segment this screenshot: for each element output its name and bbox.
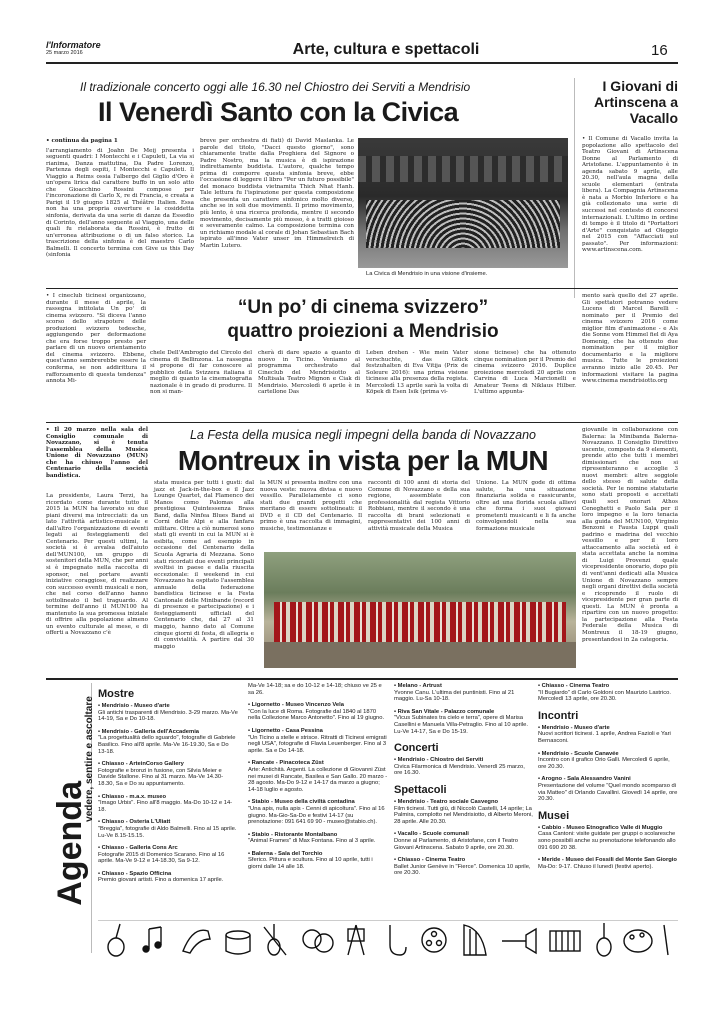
agenda-col4 [538, 683, 678, 876]
agenda-col3 [394, 683, 534, 883]
article3-col4: racconti di 100 anni di storia del Comune di Novazzano e della sua regione, assemblate con professionalità dal regista Vittorio Robbiani, mentre il secondo è una raccolta di brani selezionati e rappresentativi dei 100 anni di attività musicale della Musica [368, 480, 470, 532]
clarinet-icon [664, 925, 668, 955]
article3-col5: Unione. La MUN gode di ottima salute, ha una situazione finanziaria solida e rassicurante, oltre ad una florida scuola allievi che forma i suoi giovani prometenti musicanti e li fa anche coinvolgendoli nella sua formazione musicale [476, 480, 576, 532]
article2-col1: • I cineclub ticinesi organizzano, durante il mese di aprile, la rassegna intitolata Un po' di cinema svizzero. "Si diceva l'anno scorso dello strapotere delle produzioni svizzero tedesche, aggiungendo per deformazione che era forse troppo presto per parlare di un nuovo orientamento del cinema svizzero. Ebbene, quest'anno sembrerebbe essere la conferma, se non addirittura il rafforzamento di questa tendenza" annota Mi- [46, 293, 146, 385]
agenda-item-details: "Il Bugiardo" di Carlo Goldoni con Maurizio Lastrico. Mercoledì 13 aprile, ore 20.30. [538, 689, 671, 703]
guitar-icon [108, 924, 124, 956]
rule-2 [46, 422, 678, 423]
agenda-section-heading: Incontri [538, 709, 579, 722]
article3-col3: la MUN si presenta inoltre con una nuova veste: nuova divisa e nuovo vessillo. Parallelamente ci sono stati due grandi progetti che meritano di essere sottolineati: il DVD e il CD del Centenario. Il primo è una raccolta di immagini, musiche, testimonianze e [260, 480, 362, 532]
agenda-item-venue: • Chiasso - Spazio Officina [98, 870, 172, 877]
agenda-item-details: "Con la luce di Roma. Fotografie dal 1840 al 1870 nella Collezione Marco Antonetto". Fino al 19 giugno. [248, 708, 385, 722]
agenda-item-details: Casa Cantoni: visite guidate per gruppi o scolaresche sono possibili anche su prenotazione telefonando allo 091 690 20 38. [538, 831, 676, 851]
agenda-item-details: Civica Filarmonica di Mendrisio. Venerdì 25 marzo, ore 16.30. [394, 763, 525, 777]
agenda-item-details: "Breggia", fotografie di Aldo Balmelli. Fino al 15 aprile. Lu-Ve 8.15-15.15. [98, 825, 237, 839]
agenda-item-details: Gli antichi trasparenti di Mendrisio. 3-29 marzo. Ma-Ve 14-19, Sa e Do 10-18. [98, 709, 238, 723]
article1-kicker: Il tradizionale concerto oggi alle 16.30 nel Chiostro dei Serviti a Mendrisio [80, 80, 471, 94]
agenda-item-venue: • Arogno - Sala Alessandro Vanini [538, 776, 631, 783]
agenda-item-venue: • Chiasso - Cinema Teatro [538, 683, 610, 689]
agenda-item [394, 709, 534, 735]
agenda-item-details: "Un Ticino a stelle e strisce. Ritratti di Ticinesi emigrati negli USA", fotografie di Flavia Leuenberger. Fino al 3 aprile. Sa e Do 14-18. [248, 734, 387, 754]
agenda-section-heading: Musei [538, 809, 570, 822]
article2-title-line1: “Un po’ di cinema svizzero” [237, 297, 489, 318]
agenda-item-details: "Vicus Subinates tra cielo e terra", opere di Marisa Casellini e Manuela Villa-Petraglio. Fino al 10 aprile. Lu-Ve 14-17, Sa e Do 15-19. [394, 715, 528, 735]
horn-icon [183, 930, 210, 953]
cello-icon [597, 923, 611, 956]
article1-title: Il Venerdì Santo con la Civica [98, 97, 459, 127]
saxophone-icon [390, 925, 406, 955]
agenda-item [538, 725, 678, 745]
agenda-item [248, 851, 388, 871]
article1-col2: breve per orchestra di fiati) di David Maslanka. Le parole del titolo, "Dacci questo giorno", sono chiaramente tratte dalla Preghiera del Signore o Padre Nostro, ma la musica è di ispirazione indirettamente buddista. L'autore, qualche tempo prima di comporre questa sinfonia breve, ebbe l'occasione di leggere il libro "Per un futuro possibile" del monaco buddista vietnamita Thich Nhat Hanh. Tale lettura fu l'ispirazione per questa composizione che presenta un carattere sinfonico molto diverso, anche se in soli due movimenti. Il primo movimento, più lento, è una ricerca profonda, mentre il secondo movimento, decisamente più mosso, è a tratti gioioso e severamente calmo. La composizione termina con un richiamo modale al corale di Johan Sebastian Bach ispirato all'inno Vater unser im Himmelreich di Martin Lutero. [200, 138, 354, 249]
photo-band-members [274, 602, 566, 642]
agenda-item [248, 760, 388, 793]
agenda-item-details: Nuovi scrittori ticinesi. 1 aprile, Andrea Fazioli e Yari Bernasconi. [538, 731, 671, 744]
agenda-item-details: Donne al Parlamento, di Aristofane, con il Teatro Giovani Artinscena. Sabato 9 aprile, ore 20.30. [394, 837, 518, 851]
agenda-item [98, 703, 238, 723]
agenda-item [394, 857, 534, 877]
article3-lead: • Il 20 marzo nella sala del Consiglio comunale di Novazzano, si è tenuta l'assemblea della Musica Unione di Novazzano (MUN) che ha chiuso l'anno del Centenario della società bandistica. [46, 427, 148, 479]
agenda-item-venue: • Melano - Artrust [394, 683, 442, 689]
sidebar-divider [574, 78, 575, 298]
agenda-item-venue: • Ligornetto - Casa Pessina [248, 727, 323, 734]
page-number: 16 [651, 42, 668, 59]
continua-note: • continua da pagina 1 [46, 138, 118, 144]
agenda-item-details: Fotografie 2015 di Domenico Scarano. Fino al 16 aprile. Ma-Ve 9-12 e 14-18.30, Sa 9-12. [98, 851, 225, 865]
agenda-item-details: Fotografie e bronzi in fusione, con Silvia Meier e Davide Stallone. Fino al 31 marzo. Ma-Ve 14.30-18.30, Sa e Do su appuntamento. [98, 767, 224, 787]
rule-agenda [46, 678, 678, 680]
agenda-item [98, 729, 238, 755]
civica-photo [358, 138, 568, 268]
agenda-item [538, 825, 678, 851]
agenda-item-details: Yvonne Canu. L'ultima dei puntinisti. Fino al 21 maggio. Lu-Sa 10-18. [394, 689, 515, 703]
easel-icon [348, 925, 364, 955]
agenda-item-venue: • Chiasso - Galleria Cons Arc [98, 845, 178, 852]
agenda-item [394, 799, 534, 825]
agenda-item-details: "Una apis, nulla apis - Cenni di apicoltura". Fino al 16 giugno. Ma-Gio-Sa-Do e festivi 14-17 (su prenotazione: 091 641 69 90 - museo@stabio.ch). [248, 805, 385, 826]
agenda-item [538, 857, 678, 870]
agenda-item-details: Arte: Antichità. Argenti. La collezione di Giovanni Züst nei musei di Rancate, Basilea e San Gallo. 20 marzo - 28 agosto. Ma-Do 9-12 e 14-17 da marzo a giugno; 14-18 luglio e agosto. [248, 766, 388, 793]
agenda-item [98, 761, 238, 787]
article2-col4: Leben drehen - Wie mein Vater verschuchte, das Glück festzuhalten di Eva Vitija (Prix de Soleure 2016): una prima visione ticinese alla presenza della regista. Mercoledì 13 aprile sarà la volta di Köpek di Esen Isik (prima vi- [366, 350, 468, 396]
agenda-col1 [98, 683, 238, 890]
agenda-item [394, 757, 534, 777]
agenda-item-venue: • Chiasso - m.a.x. museo [98, 793, 167, 800]
agenda-label-block [46, 683, 95, 953]
instrument-strip [98, 920, 678, 958]
article2-col2: chele Dell'Ambrogio del Circolo del cinema di Bellinzona. La rassegna si propone di far conoscere al pubblico della Svizzera italiana il meglio di quanto la cinematografia nazionale è in grado di produrre. Il non si man- [150, 350, 252, 396]
article1-col1 [46, 138, 194, 259]
film-reel-icon [422, 928, 446, 952]
agenda-item [248, 799, 388, 825]
agenda-item-venue: • Chiasso - Cinema Teatro [394, 857, 466, 864]
agenda-item-details: "Animal Frames" di Max Fontana. Fino al 3 aprile. [248, 838, 376, 845]
drum-icon [226, 931, 250, 954]
rule-1 [46, 288, 678, 289]
masthead-rule [46, 62, 678, 64]
agenda-item-venue: • Mendrisio - Museo d'arte [538, 724, 610, 731]
agenda-subtitle: vedere, sentire e ascoltare [84, 696, 95, 822]
agenda-item-details: Presentazione del volume "Quel mondo scomparso di via Matteo" di Orlando Cavallini. Giovedì 14 aprile, ore 20.30. [538, 782, 678, 803]
article3-title: Montreux in vista per la MUN [177, 445, 549, 476]
agenda-item [98, 871, 238, 884]
music-notes-icon [143, 927, 161, 952]
agenda-item [538, 776, 678, 802]
article3-col6: giovanile in collaborazione con Balerna: la Minibanda Balerna-Novazzano. Il Consiglio Direttivo uscente, composto da 9 elementi, prende atto che tutti i membri dimissionari che non si ripresenteranno e accoglie 3 nuovi membri: altre seggiole dello stesso di salute della società. Per le nomine statutarie sono stati proposti e accettati quali soci onorari Athos Ceneghetti e Paolo Sala per il loro impegno e la loro tenacia alla guida del MUN100, Virginio Benzoni e Fausta Luppi quali padrino e madrina del vecchio vessillo e per il loro attaccamento alla società ed è stata accettata anche la nomina di Luigi Provenzi quale vicepresidente onorario, dopo più di vent'anni dedicati alla Musica Unione di Novazzano sempre negli organi direttivi della società e ricoprendo il ruolo di vicepresidente per gran parte di questi. La MUN è pronta a ripartire con un nuovo progetto: la partecipazione alla Festa Federale della Musica di Montreux il 18-19 giugno, presentandosi in 2a categoria. [582, 427, 678, 643]
agenda-item-venue: • Stabio - Museo della civiltà contadina [248, 799, 355, 806]
agenda-item-details: "Imago Urbis". Fino all'8 maggio. Ma-Do 10-12 e 14-18. [98, 800, 233, 813]
agenda-item-details: Incontro con il grafico Orio Galli. Mercoledì 6 aprile, ore 20.30. [538, 757, 670, 770]
sidebar1-text: • Il Comune di Vacallo invita la popolazione allo spettacolo del Teatro Giovani di Artinscena Donne al Parlamento di Aristofane. L'appuntamento è in agenda sabato 9 aprile, alle 20.30, nell'aula magna della scuole elementari (entrata libera). La Compagnia Artinscena è nata a Morbio Inferiore e ha già collezionato una serie di successi nel contesto di concorsi internazionali. L'ultimo in ordine di tempo è il titolo di "Portattori d'Arte" conquistato ad Oleggio nel 2015 con "Affacciati sul passato". Per informazioni: www.artinscena.com. [582, 136, 678, 254]
article3-col1: La presidente, Laura Terzi, ha ricordato come durante tutto il 2015 la MUN ha lavorato su due piani diversi ma intrecciati: da un lato l'attività artistico-musicale e dall'altro l'organizzazione di eventi legati ai festeggiamenti del Centenario. Per questi ultimi, la società si è avvalsa dell'aiuto dell'MUN100, un gruppo di sostenitori della MUN, che per anni si è impegnato nella raccolta di sponsor, nel portare avanti iniziative coraggiose, di realizzare con successo eventi musicali e non, che nel corso dell'anno hanno sottolineato il bel traguardo. Al termine dell'anno il MUN100 ha mantenuto la sua promessa iniziale di offrire alla popolazione almeno un evento culturale al mese, e di offerti a Novazzano c'è [46, 493, 148, 637]
trumpet-icon [502, 929, 536, 953]
photo-arches [358, 156, 568, 182]
agenda-item-venue: • Mendrisio - Scuole Canavée [538, 750, 619, 757]
agenda-item [248, 728, 388, 754]
mun-band-photo [264, 552, 576, 668]
theatre-masks-icon [303, 930, 333, 952]
sidebar1-title: I Giovani di Artinscena a Vacallo [593, 78, 678, 126]
agenda-item-venue: • Stabio - Ristorante Montalbano [248, 831, 338, 838]
palette-icon [624, 930, 652, 952]
newspaper-logo: l'Informatore [46, 40, 101, 50]
agenda-item-details: Ma-Ve 14-18; sa e do 10-12 e 14-18; chiuso ve 25 e sa 26. [248, 683, 382, 696]
agenda-item-details: Premio giovani artisti. Fino a domenica 17 aprile. [98, 877, 224, 884]
instrument-drawings [98, 921, 678, 959]
masthead-logo-block [46, 40, 146, 57]
agenda-item-venue: • Meride - Museo dei Fossili del Monte San Giorgio [538, 857, 677, 864]
agenda-item-venue: • Mendrisio - Teatro sociale Casvegno [394, 798, 499, 805]
harp-icon [464, 925, 486, 955]
agenda-col2 [248, 683, 388, 877]
article3-col2: stata musica per tutti i gusti: dal jazz et Jack-in-the-box e il Jazz Lounge Quartet, dal Flamenco dei Manos como Palomas alla prestigiosa Quintessenza Brass Band, dalla Ninfea Blues Band ai Corni delle Alpi e alla fanfara militare. Oltre a ciò numerosi sono stati gli eventi in cui la MUN si è esibita, come ad esempio in occasione del Centenario della Scuola Agraria di Mezzana. Sono stati ricordati due eventi principali svoltisi in paese e dalla riuscita eccezionale: il weekend in cui Novazzano ha ospitato l'assemblea annuale della federazione bandistica ticinese e la Festa Cantonale delle Minibande (record di presenze e partecipazione) e i festeggiamenti ufficiali del Centenario che, dal 27 al 31 maggio, hanno dato al Comune cinque giorni di festa, di allegria e di convivialità. A partire dal 30 maggio [154, 480, 254, 650]
agenda-item-venue: • Mendrisio - Galleria dell'Accademia [98, 728, 200, 735]
agenda-item-venue: • Rancate - Pinacoteca Züst [248, 760, 324, 767]
photo-caption: La Civica di Mendrisio in una visione d'insieme. [366, 271, 488, 277]
agenda-item [98, 845, 238, 865]
article3-kicker: La Festa della musica negli impegni della banda di Novazzano [189, 428, 537, 442]
agenda-item-venue: • Mendrisio - Chiostro dei Serviti [394, 757, 484, 764]
agenda-item-venue: • Cabbio - Museo Etnografico Valle di Muggio [538, 824, 663, 831]
agenda-item [248, 683, 388, 696]
agenda-item-venue: • Vacallo - Scuole comunali [394, 831, 469, 838]
agenda-item-details: Ballet Junior Genève in "Fierce". Domenica 10 aprile, ore 20.30. [394, 863, 531, 877]
article2-col5: sione ticinese) che ha ottenuto cinque nomination per il Premio del cinema svizzero 2016. Duplice proiezione mercoledì 20 aprile con Carvina di Luca Marcionelli e Amateur Teens di Niklaus Hilber. L'ultimo appunta- [474, 350, 576, 396]
section-title: Arte, cultura e spettacoli [292, 41, 480, 58]
issue-date: 25 marzo 2016 [46, 50, 83, 56]
agenda-item-details: "La progettualità dello sguardo", fotografie di Gabriele Basilico. Fino all'8 aprile. Ma-Ve 16-19.30, Sa e Do 13-18. [98, 735, 236, 755]
piano-icon [550, 931, 580, 951]
agenda-item [248, 832, 388, 845]
agenda-item [538, 683, 678, 703]
agenda-section-heading: Concerti [394, 742, 439, 755]
agenda-item-details: Sferico. Pittura e scultura. Fino al 10 aprile, tutti i giorni dalle 14 alle 18. [248, 857, 373, 871]
article1-col1-text: l'arrangiamento di Joahn De Meij presenta i seguenti quadri: I Montecchi e i Capuleti, La via si rianima, Danza mattutina, Da Padre Lorenzo, Partenza degli ospiti, I Montecchi e Capuleti. Il Viaggio a Reims ossia l'albergo del Giglio d'Oro è un'opera lirica dal carattere buffo in un solo atto che Gioacchino Rossini compose per l'incoronazione di Carlo X, re di Francia, e creata a Parigi il 19 giugno 1825 al Théâtre Italien. Essa non ha una propria ouverture e la cosiddetta sinfonia, derivata da una serie di danze da Essedio di Corinto, dell'anno seguente al Viaggio, una delle quali fu rielaborata da Rossini, è frutto di un'erronea attribuzione o di un falso storico. La trascrizione della sinfonia è del maestro Carlo Balmelli. Il concerto termina con Give us this Day (sinfonia [46, 147, 194, 259]
article2-col6: mento sarà quello del 27 aprile. Gli spettatori potranno vedere Lucens di Marcel Barelli - nominato per il Premio del cinema svizzero 2016 come miglior film d'animazione - e Als die Sonne vom Himmel fiel di Aya Domenig, che ha ottenuto due nomination per il miglior documentario e la migliore musica. Tutte le proiezioni avranno inizio alle 20.45. Per informazioni visitare la pagina www.cinema mendrisiotto.org [582, 293, 678, 385]
agenda-item [394, 831, 534, 851]
agenda-item [248, 702, 388, 722]
agenda-item-details: Film ticinesi. Tutti giù, di Niccolò Castelli, 14 aprile; La Palmira, complotto nel Mendrisiotto, di Alberto Meroni, 28 aprile. Alle 20.30. [394, 805, 533, 825]
article2-col3: cherà di dare spazio a quanto di nuovo in Ticino. Veniamo al programma orchestrato dal Cineclub del Mendrisiotto al Multisala Teatro Mignon e Ciak di Mendrisio. Mercoledì 6 aprile è in cartellone Das [258, 350, 360, 396]
agenda-item-venue: • Riva San Vitale - Palazzo comunale [394, 708, 495, 715]
agenda-section-heading: Mostre [98, 688, 135, 700]
agenda-item-venue: • Balerna - Sala del Torchio [248, 850, 323, 857]
photo-ground [264, 642, 576, 668]
agenda-item-details: Ma-Do: 9-17. Chiuso il lunedì (festivi aperto). [538, 863, 654, 870]
agenda-title: Agenda [51, 781, 89, 906]
article2-title-line2: quattro proiezioni a Mendrisio [227, 321, 499, 342]
agenda-item [98, 819, 238, 839]
agenda-section-heading: Spettacoli [394, 783, 447, 796]
agenda-item [394, 683, 534, 703]
agenda-item [538, 751, 678, 771]
violin-icon [264, 924, 286, 955]
agenda-item-venue: • Chiasso - ArteinCorso Gallery [98, 761, 184, 768]
agenda-item-venue: • Mendrisio - Museo d'arte [98, 703, 170, 709]
agenda-item-venue: • Ligornetto - Museo Vincenzo Vela [248, 702, 344, 709]
agenda-item [98, 794, 238, 814]
photo-orchestra [366, 200, 560, 248]
agenda-item-venue: • Chiasso - Osteria L'Uliatt [98, 819, 171, 826]
